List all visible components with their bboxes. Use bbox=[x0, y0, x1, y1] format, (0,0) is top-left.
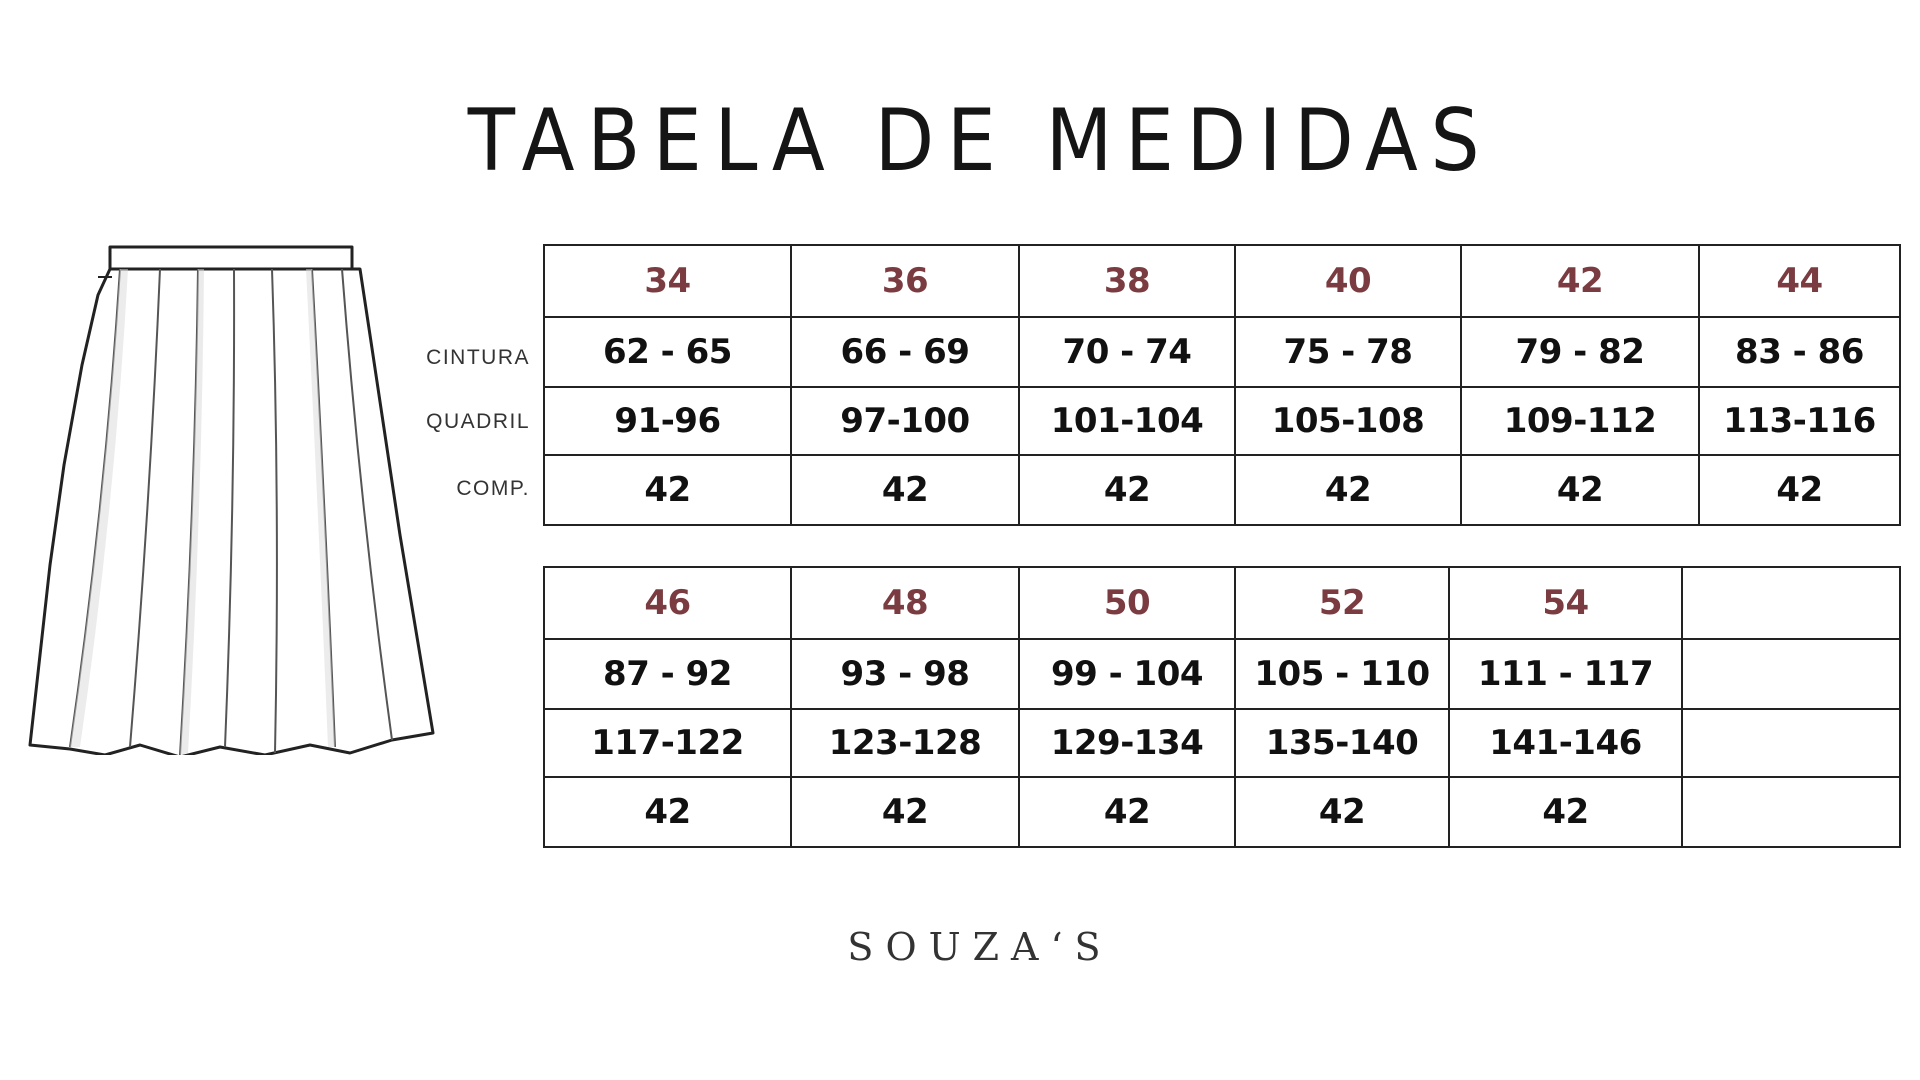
length-cell: 42 bbox=[1449, 777, 1682, 847]
brand-name: SOUZA‘S bbox=[847, 925, 1113, 969]
table-row-hip bbox=[544, 709, 1900, 777]
waist-cell: 111 - 117 bbox=[1449, 639, 1682, 709]
page-title: TABELA DE MEDIDAS bbox=[467, 91, 1493, 191]
length-cell: 42 bbox=[1699, 455, 1900, 525]
size-cell: 34 bbox=[544, 245, 791, 317]
label-cintura: CINTURA bbox=[426, 346, 530, 369]
length-cell: 42 bbox=[1019, 455, 1235, 525]
label-quadril: QUADRIL bbox=[426, 410, 530, 433]
size-cell: 48 bbox=[791, 567, 1019, 639]
hip-cell: 113-116 bbox=[1699, 387, 1900, 455]
waist-cell: 66 - 69 bbox=[791, 317, 1019, 387]
table-row-sizes bbox=[544, 567, 1900, 639]
length-cell: 42 bbox=[544, 777, 791, 847]
size-table-1 bbox=[543, 244, 1901, 526]
length-cell: 42 bbox=[544, 455, 791, 525]
size-table-2 bbox=[543, 566, 1901, 848]
waist-cell: 87 - 92 bbox=[544, 639, 791, 709]
hip-cell: 91-96 bbox=[544, 387, 791, 455]
waist-cell: 105 - 110 bbox=[1235, 639, 1449, 709]
hip-cell: 117-122 bbox=[544, 709, 791, 777]
hip-cell-empty bbox=[1682, 709, 1900, 777]
length-cell: 42 bbox=[791, 455, 1019, 525]
length-cell: 42 bbox=[791, 777, 1019, 847]
waist-cell: 93 - 98 bbox=[791, 639, 1019, 709]
hip-cell: 101-104 bbox=[1019, 387, 1235, 455]
size-cell: 50 bbox=[1019, 567, 1235, 639]
size-cell: 54 bbox=[1449, 567, 1682, 639]
table-row-sizes bbox=[544, 245, 1900, 317]
waist-cell: 83 - 86 bbox=[1699, 317, 1900, 387]
table-row-length bbox=[544, 455, 1900, 525]
hip-cell: 123-128 bbox=[791, 709, 1019, 777]
pleated-skirt-icon bbox=[20, 235, 450, 755]
size-cell: 38 bbox=[1019, 245, 1235, 317]
label-comp: COMP. bbox=[456, 477, 530, 500]
waist-cell: 99 - 104 bbox=[1019, 639, 1235, 709]
size-cell: 36 bbox=[791, 245, 1019, 317]
length-cell-empty bbox=[1682, 777, 1900, 847]
waist-cell: 79 - 82 bbox=[1461, 317, 1699, 387]
size-cell: 52 bbox=[1235, 567, 1449, 639]
size-cell: 42 bbox=[1461, 245, 1699, 317]
length-cell: 42 bbox=[1235, 455, 1461, 525]
size-cell: 46 bbox=[544, 567, 791, 639]
waist-cell-empty bbox=[1682, 639, 1900, 709]
hip-cell: 97-100 bbox=[791, 387, 1019, 455]
hip-cell: 109-112 bbox=[1461, 387, 1699, 455]
length-cell: 42 bbox=[1019, 777, 1235, 847]
size-cell: 44 bbox=[1699, 245, 1900, 317]
hip-cell: 129-134 bbox=[1019, 709, 1235, 777]
hip-cell: 141-146 bbox=[1449, 709, 1682, 777]
table-row-waist bbox=[544, 639, 1900, 709]
size-cell: 40 bbox=[1235, 245, 1461, 317]
waist-cell: 75 - 78 bbox=[1235, 317, 1461, 387]
size-cell-empty bbox=[1682, 567, 1900, 639]
hip-cell: 135-140 bbox=[1235, 709, 1449, 777]
table-row-hip bbox=[544, 387, 1900, 455]
waist-cell: 62 - 65 bbox=[544, 317, 791, 387]
length-cell: 42 bbox=[1235, 777, 1449, 847]
table-row-waist bbox=[544, 317, 1900, 387]
table-row-length bbox=[544, 777, 1900, 847]
hip-cell: 105-108 bbox=[1235, 387, 1461, 455]
waist-cell: 70 - 74 bbox=[1019, 317, 1235, 387]
length-cell: 42 bbox=[1461, 455, 1699, 525]
